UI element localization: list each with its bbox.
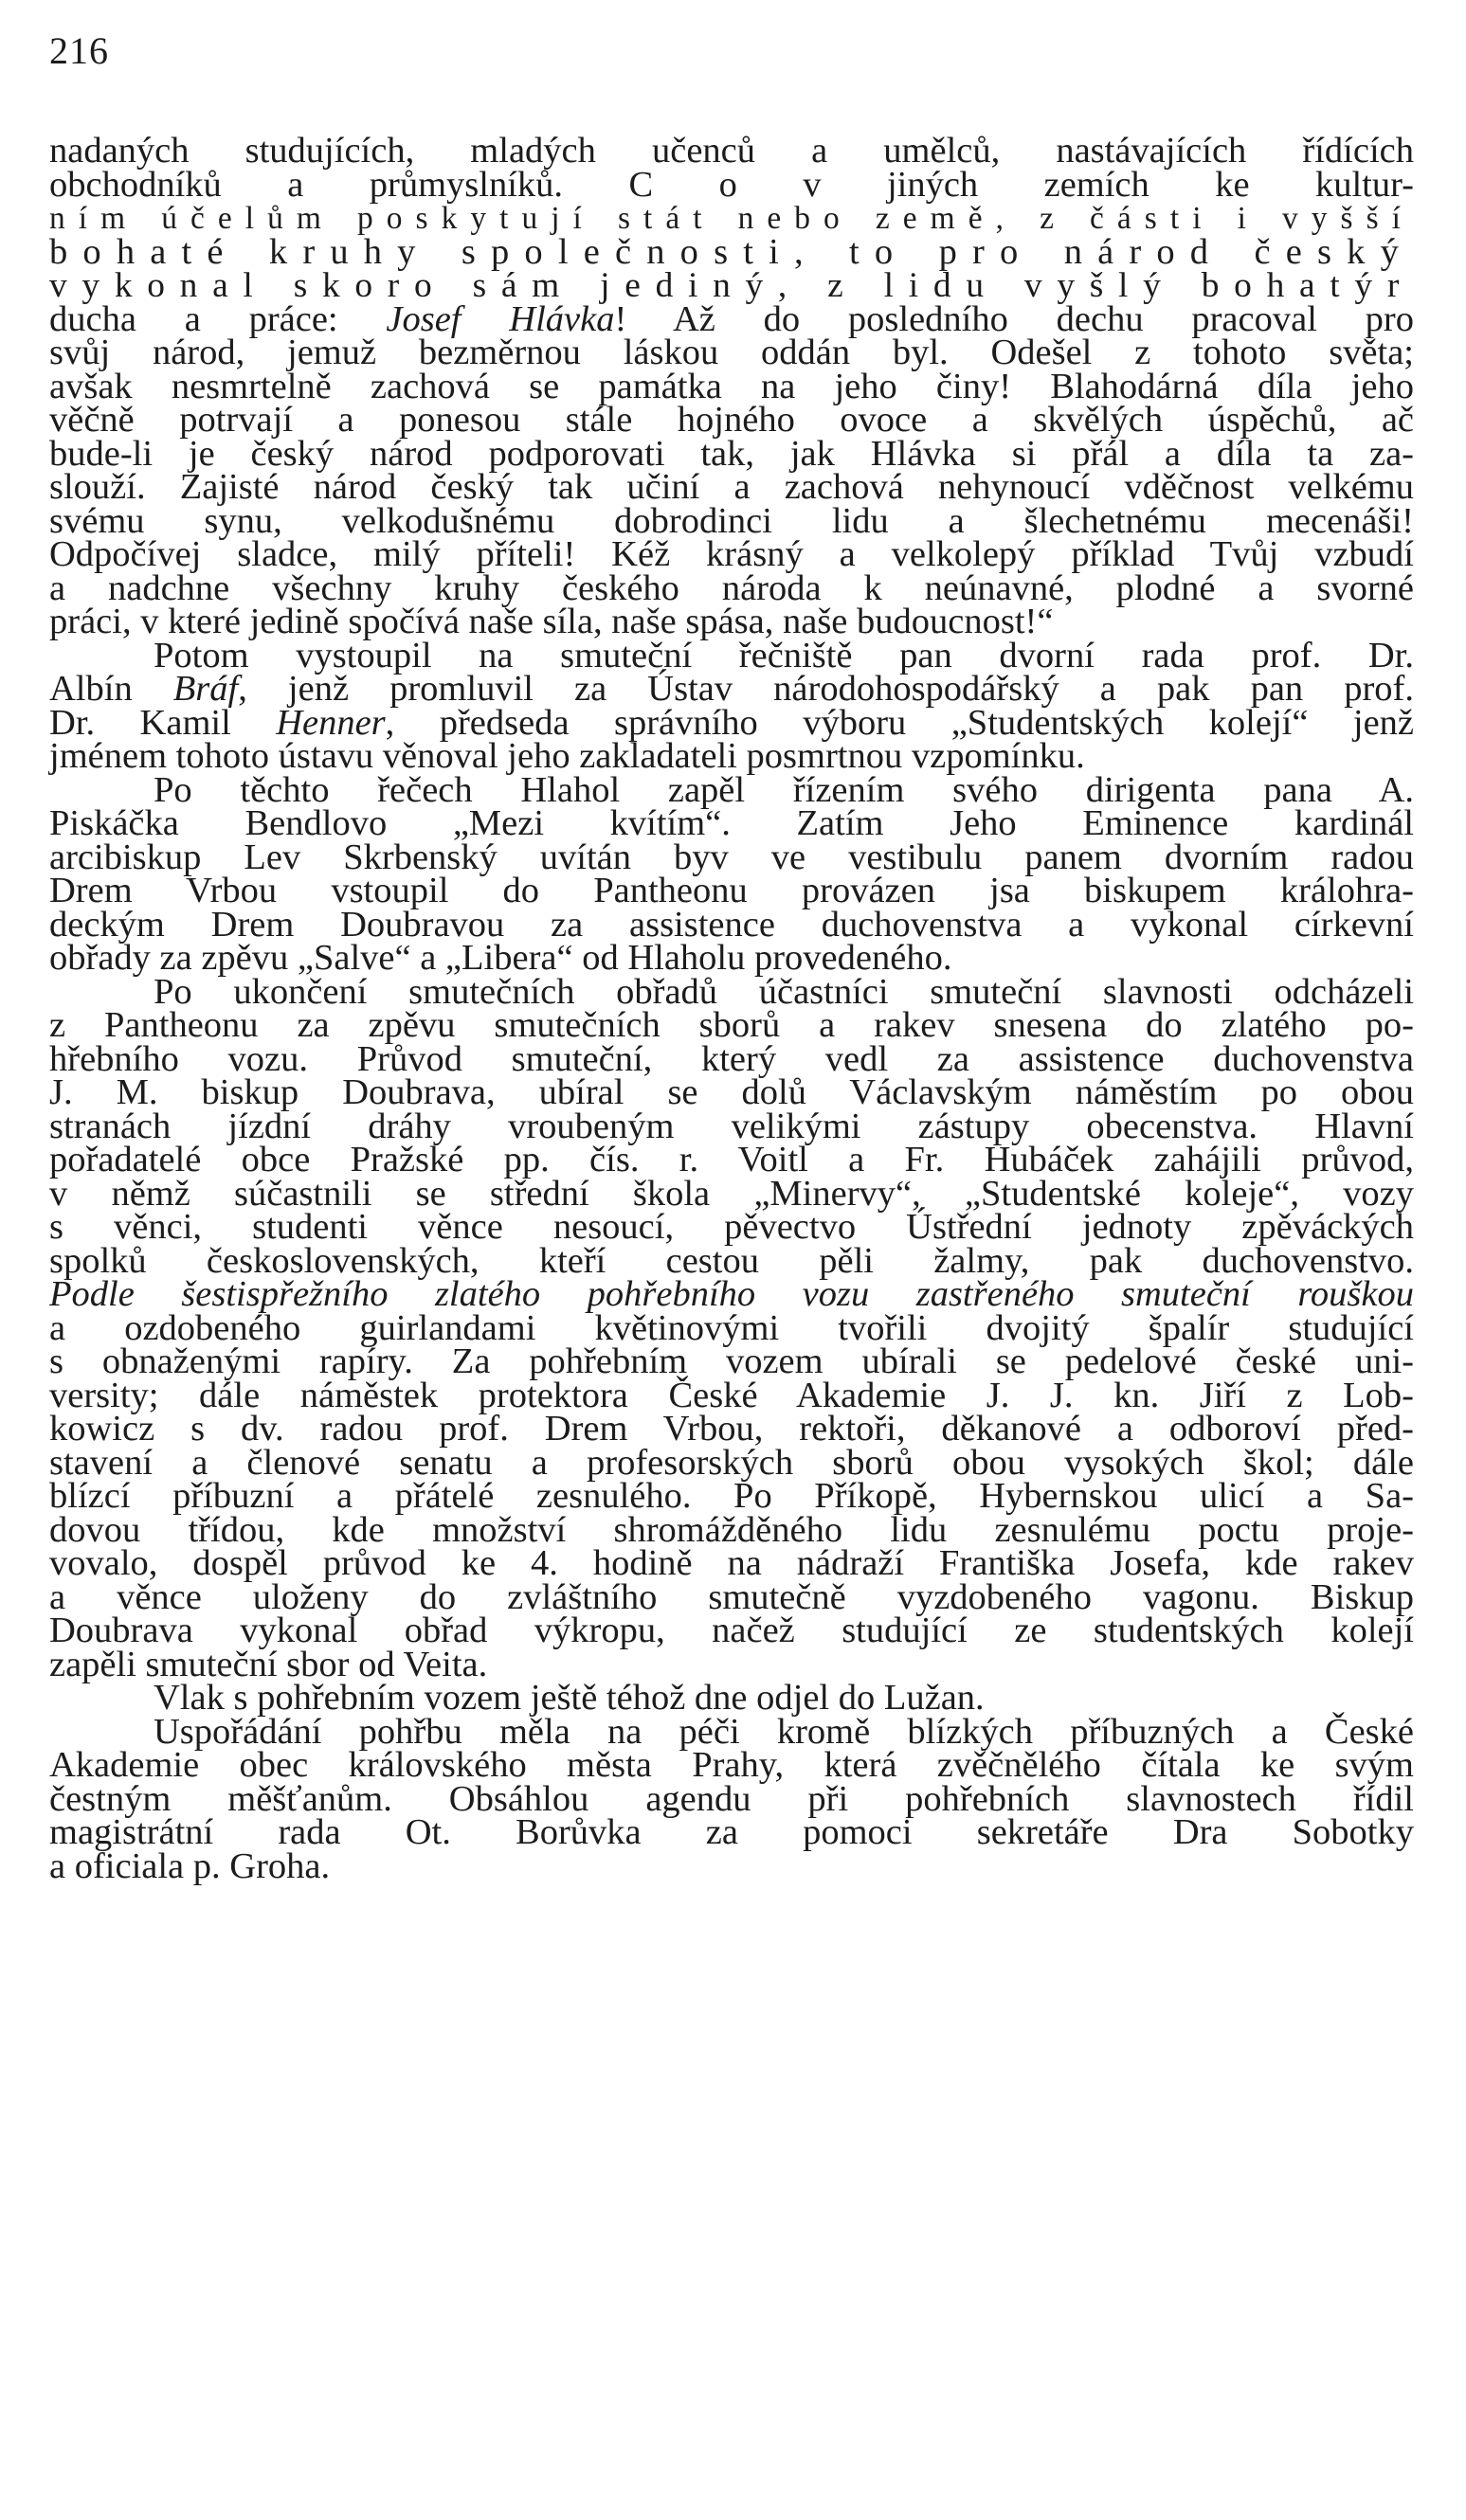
text-line: ducha a práce: Josef Hlávka! Až do posledního dechu pracoval pro [49,298,1414,339]
text-line: versity; dále náměstek protektora České Akademie J. J. kn. Jiří z Lob- [49,1375,1414,1415]
text-line: zapěli smuteční sbor od Veita. [49,1644,488,1684]
text-line: s obnaženými rapíry. Za pohřebním vozem ubírali se pedelové české uni- [49,1341,1414,1381]
text-line: stranách jízdní dráhy vroubeným velikými zástupy obecenstva. Hlavní [49,1106,1414,1146]
text-line: avšak nesmrtelně zachová se památka na jeho činy! Blahodárná díla jeho [49,366,1414,406]
text-line: ním účelům poskytují stát nebo země, z části i vyšší [49,201,1414,236]
text-line: pořadatelé obce Pražské pp. čís. r. Voitl a Fr. Hubáček zahájili průvod, [49,1140,1414,1179]
text-line: Odpočívej sladce, milý příteli! Kéž krásný a velkolepý příklad Tvůj vzbudí [49,534,1414,574]
text-line: Podle šestispřežního zlatého pohřebního vozu zastřeného smuteční rouškou [49,1274,1414,1314]
text-line: Drem Vrbou vstoupil do Pantheonu provázen jsa biskupem králohra- [49,871,1414,910]
text-line: jménem tohoto ústavu věnoval jeho zakladateli posmrtnou vzpomínku. [49,736,1085,776]
text-line: J. M. biskup Doubrava, ubíral se dolů Václavským náměstím po obou [49,1072,1414,1112]
text-line: stavení a členové senatu a profesorských sborů obou vysokých škol; dále [49,1442,1414,1483]
text-line: Po těchto řečech Hlahol zapěl řízením svého dirigenta pana A. [154,769,1414,810]
text-line: a nadchne všechny kruhy českého národa k neúnavné, plodné a svorné [49,567,1414,608]
text-line: blízcí příbuzní a přátelé zesnulého. Po Příkopě, Hybernskou ulicí a Sa- [49,1476,1414,1516]
text-line: obchodníků a průmyslníků. C o v jiných zemích ke kultur- [49,164,1414,205]
text-line: dovou třídou, kde množství shromážděného lidu zesnulému poctu proje- [49,1509,1414,1550]
text-line: Dr. Kamil Henner, předseda správního výboru „Studentských kolejí“ jenž [49,702,1414,743]
text-line: svůj národ, jemuž bezměrnou láskou oddán byl. Odešel z tohoto světa; [49,333,1414,372]
text-line: a oficiala p. Groha. [49,1845,331,1886]
text-line: kowicz s dv. radou prof. Drem Vrbou, rektoři, děkanové a odboroví před- [49,1409,1414,1449]
text-line: a ozdobeného guirlandami květinovými tvořili dvojitý špalír studující [49,1307,1414,1348]
text-line: Potom vystoupil na smuteční řečniště pan dvorní rada prof. Dr. [154,635,1414,675]
text-line: deckým Drem Doubravou za assistence duchovenstva a vykonal církevní [49,904,1414,945]
text-line: svému synu, velkodušnému dobrodinci lidu a šlechetnému mecenáši! [49,500,1414,541]
text-line: s věnci, studenti věnce nesoucí, pěvectvo Ústřední jednoty zpěváckých [49,1207,1414,1247]
text-line: vykonal skoro sám jediný, z lidu vyšlý bohatýr [49,266,1414,305]
text-line: obřady za zpěvu „Salve“ a „Libera“ od Hlaholu provedeného. [49,938,952,978]
text-line: a věnce uloženy do zvláštního smutečně vyzdobeného vagonu. Biskup [49,1576,1414,1617]
text-line: Albín Bráf, jenž promluvil za Ústav národohospodářský a pak pan prof. [49,669,1414,709]
text-line: bohaté kruhy společnosti, to pro národ český [49,231,1414,272]
text-line: nadaných studujících, mladých učenců a umělců, nastávajících řídících [49,131,1414,171]
text-line: v němž súčastnili se střední škola „Minervy“, „Studentské koleje“, vozy [49,1173,1414,1214]
text-line: Doubrava vykonal obřad výkropu, načež studující ze studentských kolejí [49,1611,1414,1650]
text-line: čestným měšťanům. Obsáhlou agendu při pohřebních slavnostech řídil [49,1778,1414,1819]
text-line: věčně potrvají a ponesou stále hojného ovoce a skvělých úspěchů, ač [49,400,1414,440]
text-line: arcibiskup Lev Skrbenský uvítán byv ve vestibulu panem dvorním radou [49,837,1414,877]
page-number: 216 [49,29,109,72]
text-line: slouží. Zajisté národ český tak učiní a zachová nehynoucí vděčnost velkému [49,467,1414,507]
text-line: magistrátní rada Ot. Borůvka za pomoci sekretáře Dra Sobotky [49,1812,1414,1852]
text-line: vovalo, dospěl průvod ke 4. hodině na nádraží Františka Josefa, kde rakev [49,1543,1414,1583]
text-line: Vlak s pohřebním vozem ještě téhož dne odjel do Lužan. [154,1678,985,1718]
text-line: z Pantheonu za zpěvu smutečních sborů a rakev snesena do zlatého po- [49,1005,1414,1045]
text-line: hřebního vozu. Průvod smuteční, který vedl za assistence duchovenstva [49,1038,1414,1079]
text-line: spolků československých, kteří cestou pěli žalmy, pak duchovenstvo. [49,1240,1414,1281]
body-text [49,131,1414,1886]
text-line: Po ukončení smutečních obřadů účastníci smuteční slavnosti odcházeli [154,971,1414,1012]
text-line: práci, v které jedině spočívá naše síla, naše spása, naše budoucnost!“ [49,602,1054,641]
text-line: Akademie obec královského města Prahy, která zvěčnělého čítala ke svým [49,1745,1414,1785]
text-line: Uspořádání pohřbu měla na péči kromě blízkých příbuzných a České [154,1711,1414,1752]
text-line: Piskáčka Bendlovo „Mezi kvítím“. Zatím Jeho Eminence kardinál [49,803,1414,843]
text-line: bude-li je český národ podporovati tak, jak Hlávka si přál a díla ta za- [49,433,1414,474]
